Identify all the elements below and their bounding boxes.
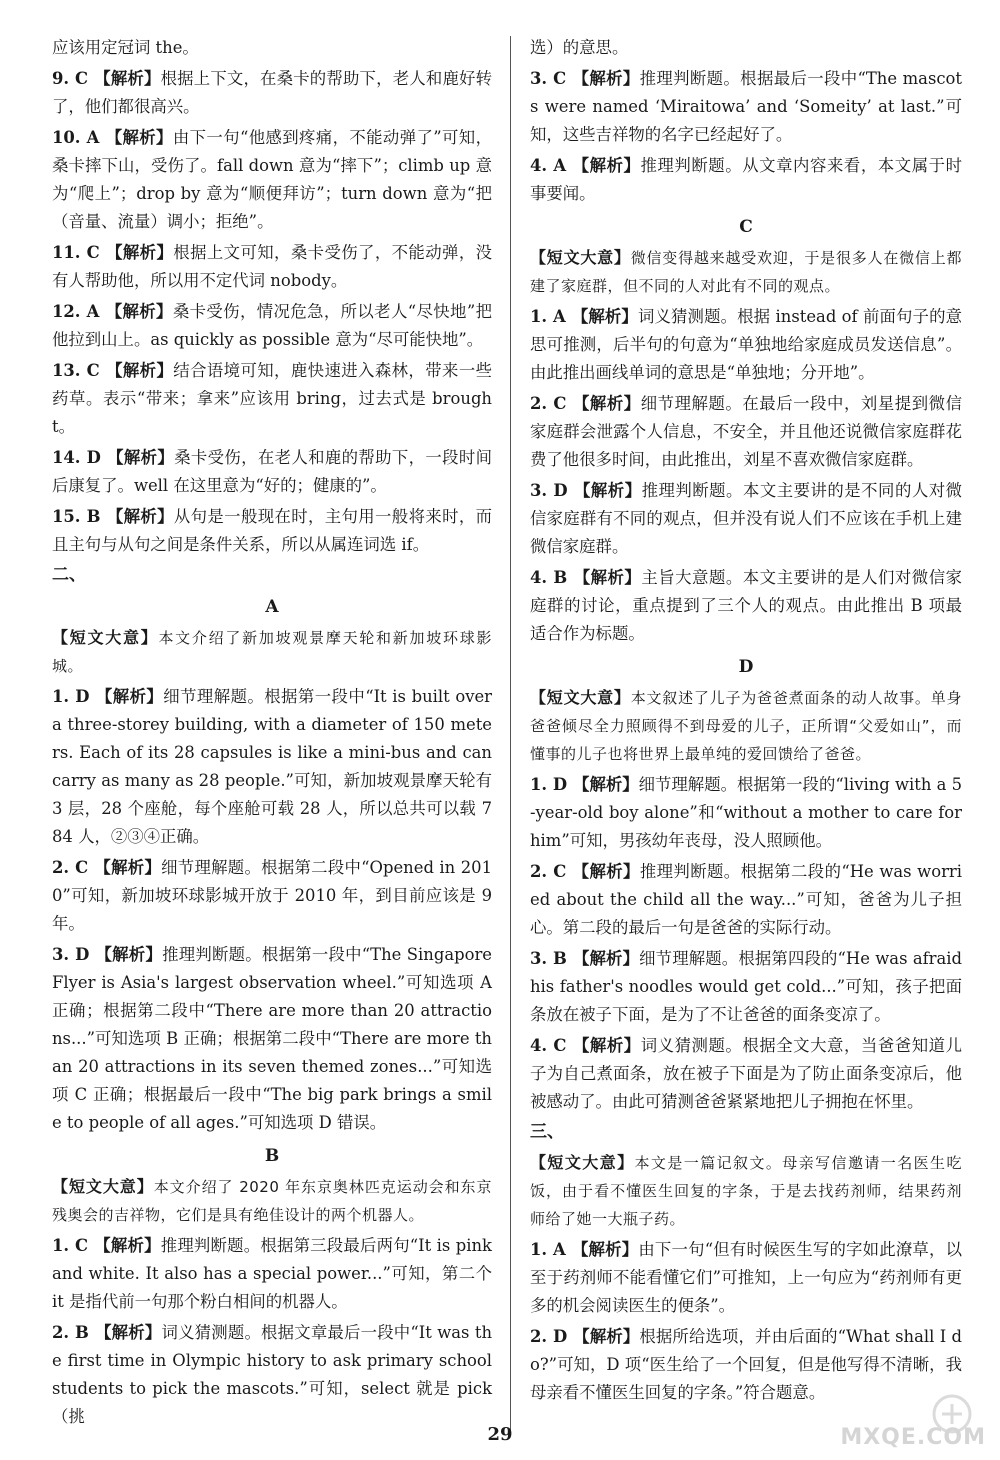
summary-text: 微信变得越来越受欢迎，于是很多人在微信上都建了家庭群，但不同的人对此有不同的观点。 — [530, 249, 962, 295]
answer-number: 2. D — [530, 1327, 568, 1346]
answer-number: 12. A — [52, 302, 100, 321]
answer-explanation: 细节理解题。根据第一段的“living with a 5-year-old boy alone”和“without a mother to care for him”可知，男孩幼年丧母，没人照顾他。 — [530, 775, 963, 850]
answer-explanation: 由下一句“但有时候医生写的字如此潦草，以至于药剂师不能看懂它们”可推知，上一句应为“药剂师有更多的机会阅读医生的便条”。 — [530, 1240, 962, 1315]
analysis-tag: 【解析】 — [105, 361, 174, 380]
analysis-tag: 【解析】 — [572, 949, 640, 968]
analysis-tag: 【解析】 — [573, 1327, 640, 1346]
answer-number: 1. C — [52, 1236, 89, 1255]
passage-summary — [52, 624, 492, 680]
answer-explanation: 细节理解题。根据第一段中“It is built over a three-storey building, with a diameter of 150 meters. Each of its 28 capsules is like a mini-bus and can carry as many as 28 people.”可知，新加坡观景摩天轮有 3 层，28 个座舱，每个座舱可载 28 人，所以总共可以载 784 人，②③④正确。 — [52, 687, 493, 846]
answer-explanation: 由下一句“他感到疼痛，不能动弹了”可知，桑卡摔下山，受伤了。fall down 意为“摔下”；climb up 意为“爬上”；drop by 意为“顺便拜访”；turn down 意为“把（音量、流量）调小；拒绝”。 — [52, 128, 492, 231]
section-heading: 二、 — [52, 565, 86, 585]
answer-number: 13. C — [52, 361, 100, 380]
analysis-tag: 【解析】 — [95, 945, 163, 964]
analysis-tag: 【解析】 — [572, 394, 641, 413]
analysis-tag: 【解析】 — [572, 1036, 641, 1055]
analysis-tag: 【解析】 — [105, 302, 173, 321]
analysis-tag: 【解析】 — [94, 1323, 162, 1342]
answer-number: 15. B — [52, 507, 101, 526]
page-number: 29 — [487, 1424, 513, 1445]
answer-explanation: 词义猜测题。根据文章最后一段中“It was the first time in Olympic history to ask primary school students to pick the mascots.”可知，select 就是 pick（挑 — [52, 1323, 493, 1426]
column-divider — [510, 36, 511, 1431]
summary-text: 本文介绍了新加坡观景摩天轮和新加坡环球影城。 — [52, 629, 492, 675]
answer-number: 3. B — [530, 949, 567, 968]
answer-item — [530, 945, 962, 1029]
answer-number: 1. A — [530, 1240, 566, 1259]
summary-text: 本文叙述了儿子为爸爸煮面条的动人故事。单身爸爸倾尽全力照顾得不到母爱的儿子，正所谓“父爱如山”，而懂事的儿子也将世界上最单纯的爱回馈给了爸爸。 — [530, 689, 962, 763]
answer-explanation: 细节理解题。在最后一段中，刘星提到微信家庭群会泄露个人信息，不安全，并且他还说微信家庭群花费了他很多时间，由此推出，刘星不喜欢微信家庭群。 — [530, 394, 963, 469]
answer-item — [530, 65, 962, 149]
answer-explanation: 推理判断题。根据最后一段中“The mascots were named ‘Miraitowa’ and ‘Someity’ at last.”可知，这些吉祥物的名字已经起好了。 — [530, 69, 962, 144]
summary-tag: 【短文大意】 — [530, 1153, 635, 1172]
answer-explanation: 细节理解题。根据第二段中“Opened in 2010”可知，新加坡环球影城开放于 2010 年，到目前应该是 9 年。 — [52, 858, 492, 933]
answer-item — [52, 1232, 492, 1316]
analysis-tag: 【解析】 — [573, 481, 642, 500]
answer-number: 4. A — [530, 156, 567, 175]
answer-item — [530, 390, 962, 474]
watermark-text: MXQE.COM — [840, 1425, 986, 1450]
answer-item — [530, 1032, 962, 1116]
answer-explanation: 词义猜测题。根据全文大意，当爸爸知道儿子为自己煮面条，放在被子下面是为了防止面条变凉后，他被感动了。由此可猜测爸爸紧紧地把儿子拥抱在怀里。 — [530, 1036, 963, 1111]
answer-number: 3. D — [52, 945, 90, 964]
answer-item — [530, 564, 962, 648]
continued-text: 应该用定冠词 the。 — [52, 38, 199, 57]
answer-explanation: 推理判断题。根据第三段最后两句“It is pink and white. It also has a special power...”可知，第二个 it 是指代前一句那个粉白相间的机器人。 — [52, 1236, 492, 1311]
answer-explanation: 根据上下文，在桑卡的帮助下，老人和鹿好转了，他们都很高兴。 — [52, 69, 492, 116]
answer-explanation: 根据上文可知，桑卡受伤了，不能动弹，没有人帮助他，所以用不定代词 nobody。 — [52, 243, 493, 290]
answer-item — [530, 303, 962, 387]
answer-explanation: 推理判断题。根据第一段中“The Singapore Flyer is Asia's largest observation wheel.”可知选项 A 正确；根据第二段中“There are more than 20 attractions...”可知选项 B 正确；根据第二段中“There are more than 20 attractions in its seven themed zones...”可知选项 C 正确；根据最后一段中“The big park brings a smile to people of all ages.”可知选项 D 错误。 — [52, 945, 492, 1132]
passage-summary — [52, 1173, 492, 1229]
answer-explanation: 桑卡受伤，在老人和鹿的帮助下，一段时间后康复了。well 在这里意为“好的；健康的”。 — [52, 448, 493, 495]
answer-item — [530, 477, 962, 561]
summary-text: 本文介绍了 2020 年东京奥林匹克运动会和东京残奥会的吉祥物，它们是具有绝佳设计的两个机器人。 — [52, 1178, 492, 1224]
answer-number: 4. B — [530, 568, 568, 587]
answer-item — [52, 444, 492, 500]
answer-item — [530, 771, 962, 855]
analysis-tag: 【解析】 — [572, 69, 640, 88]
answer-item — [52, 941, 492, 1137]
answer-explanation: 推理判断题。根据第二段的“He was worried about the child all the way...”可知，爸爸为儿子担心。第二段的最后一句是爸爸的实际行动。 — [530, 862, 962, 937]
answer-explanation: 桑卡受伤，情况危急，所以老人“尽快地”把他拉到山上。as quickly as possible 意为“尽可能快地”。 — [52, 302, 492, 349]
analysis-tag: 【解析】 — [105, 128, 173, 147]
continued-text: 选）的意思。 — [530, 38, 629, 57]
passage-letter-heading: B — [264, 1146, 280, 1166]
analysis-tag: 【解析】 — [106, 507, 174, 526]
answer-item — [52, 65, 492, 121]
answer-number: 9. C — [52, 69, 89, 88]
answer-item — [52, 298, 492, 354]
summary-tag: 【短文大意】 — [530, 248, 631, 267]
passage-summary — [530, 244, 962, 300]
answer-number: 3. C — [530, 69, 567, 88]
watermark-logo — [756, 1392, 986, 1452]
answer-item — [52, 503, 492, 559]
answer-item — [52, 854, 492, 938]
answer-item — [530, 152, 962, 208]
summary-text: 本文是一篇记叙文。母亲写信邀请一名医生吃饭，由于看不懂医生回复的字条，于是去找药剂师，结果药剂师给了她一大瓶子药。 — [530, 1154, 962, 1228]
answer-number: 1. A — [530, 307, 566, 326]
passage-summary — [530, 684, 962, 768]
answer-number: 1. D — [530, 775, 568, 794]
analysis-tag: 【解析】 — [571, 307, 638, 326]
answer-explanation: 主旨大意题。本文主要讲的是人们对微信家庭群的讨论，重点提到了三个人的观点。由此推出 B 项最适合作为标题。 — [530, 568, 963, 643]
answer-item — [52, 124, 492, 236]
answer-explanation: 推理判断题。本文主要讲的是不同的人对微信家庭群有不同的观点，但并没有说人们不应该在手机上建微信家庭群。 — [530, 481, 963, 556]
answer-number: 11. C — [52, 243, 100, 262]
analysis-tag: 【解析】 — [94, 858, 162, 877]
answer-explanation: 词义猜测题。根据 instead of 前面句子的意思可推测，后半句的句意为“单独地给家庭成员发送信息”。由此推出画线单词的意思是“单独地；分开地”。 — [530, 307, 962, 382]
answer-item — [52, 683, 492, 851]
analysis-tag: 【解析】 — [106, 448, 175, 467]
analysis-tag: 【解析】 — [571, 1240, 639, 1259]
answer-item — [52, 1319, 492, 1431]
section-heading: 三、 — [530, 1122, 564, 1142]
answer-item — [530, 1236, 962, 1320]
passage-letter-heading: C — [739, 217, 753, 237]
passage-summary — [530, 1149, 962, 1233]
analysis-tag: 【解析】 — [95, 687, 164, 706]
answer-explanation: 细节理解题。根据第四段的“He was afraid his father's noodles would get cold...”可知，孩子把面条放在被子下面，是为了不让爸爸的面条变凉了。 — [530, 949, 963, 1024]
passage-letter-heading: A — [265, 597, 279, 617]
answer-explanation: 从句是一般现在时，主句用一般将来时，而且主句与从句之间是条件关系，所以从属连词选 if。 — [52, 507, 493, 554]
answer-number: 1. D — [52, 687, 90, 706]
answer-explanation: 根据所给选项，并由后面的“What shall I do?”可知，D 项“医生给了一个回复，但是他写得不清晰，我母亲看不懂医生回复的字条。”符合题意。 — [530, 1327, 963, 1402]
analysis-tag: 【解析】 — [573, 568, 642, 587]
analysis-tag: 【解析】 — [572, 862, 640, 881]
answer-number: 3. D — [530, 481, 568, 500]
right-column — [530, 34, 962, 1410]
answer-number: 2. C — [52, 858, 89, 877]
answer-item — [530, 858, 962, 942]
analysis-tag: 【解析】 — [94, 69, 161, 88]
answer-explanation: 推理判断题。从文章内容来看，本文属于时事要闻。 — [530, 156, 963, 203]
left-column — [52, 34, 492, 1434]
answer-item — [52, 239, 492, 295]
summary-tag: 【短文大意】 — [52, 628, 159, 647]
answer-number: 2. B — [52, 1323, 89, 1342]
passage-letter-heading: D — [738, 657, 754, 677]
summary-tag: 【短文大意】 — [52, 1177, 154, 1196]
analysis-tag: 【解析】 — [573, 775, 639, 794]
answer-number: 4. C — [530, 1036, 567, 1055]
answer-item — [52, 357, 492, 441]
analysis-tag: 【解析】 — [105, 243, 174, 262]
answer-number: 10. A — [52, 128, 100, 147]
summary-tag: 【短文大意】 — [530, 688, 631, 707]
analysis-tag: 【解析】 — [94, 1236, 161, 1255]
answer-number: 2. C — [530, 862, 567, 881]
analysis-tag: 【解析】 — [572, 156, 641, 175]
answer-number: 14. D — [52, 448, 101, 467]
answer-explanation: 结合语境可知，鹿快速进入森林，带来一些药草。表示“带来；拿来”应该用 bring，过去式是 brought。 — [52, 361, 493, 436]
answer-number: 2. C — [530, 394, 567, 413]
